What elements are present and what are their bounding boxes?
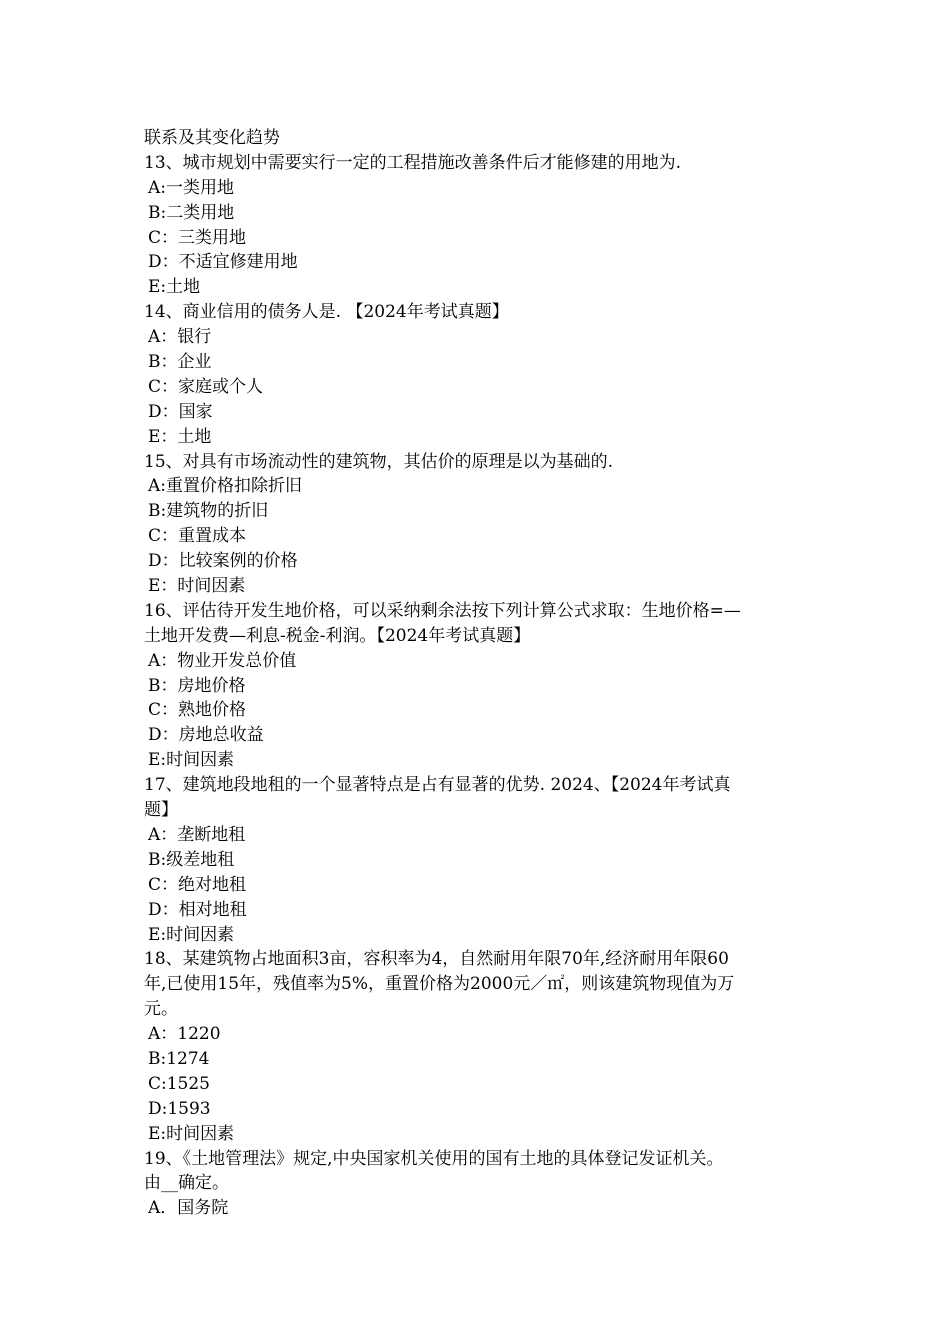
question-text: 13、城市规划中需要实行一定的工程措施改善条件后才能修建的用地为.	[144, 152, 682, 173]
question-text: 17、建筑地段地租的一个显著特点是占有显著的优势. 2024、【2024年考试真	[144, 775, 731, 796]
answer-option: C：熟地价格	[148, 700, 247, 721]
answer-option: C：绝对地租	[148, 874, 247, 895]
answer-option: D：比较案例的价格	[148, 551, 298, 572]
answer-option: A:一类用地	[148, 177, 235, 198]
answer-option: D:1593	[148, 1098, 211, 1119]
question-text: 元。	[144, 999, 178, 1020]
question-text: 15、对具有市场流动性的建筑物，其估价的原理是以为基础的.	[144, 451, 614, 472]
answer-option: E:时间因素	[148, 750, 235, 771]
answer-option: E:时间因素	[148, 924, 235, 945]
answer-option: D：相对地租	[148, 899, 247, 920]
answer-option: B：企业	[148, 352, 212, 373]
body-text: 联系及其变化趋势	[144, 128, 280, 148]
question-text: 由__确定。	[144, 1173, 229, 1194]
answer-option: B:建筑物的折旧	[148, 501, 269, 522]
answer-option: C：三类用地	[148, 227, 247, 248]
answer-option: E:时间因素	[148, 1123, 235, 1144]
answer-option: A：银行	[148, 327, 212, 348]
question-text: 16、评估待开发生地价格，可以采纳剩余法按下列计算公式求取：生地价格=—	[144, 600, 741, 621]
answer-option: B:二类用地	[148, 202, 235, 223]
question-text: 19、《土地管理法》规定,中央国家机关使用的国有土地的具体登记发证机关。	[144, 1148, 724, 1169]
answer-option: A：垄断地租	[148, 824, 246, 845]
answer-option: E：时间因素	[148, 576, 246, 597]
answer-option: B：房地价格	[148, 675, 246, 696]
question-text: 土地开发费—利息-税金-利润。【2024年考试真题】	[144, 625, 531, 646]
answer-option: D：不适宜修建用地	[148, 252, 298, 273]
question-text: 18、某建筑物占地面积3亩，容积率为4，自然耐用年限70年,经济耐用年限60	[144, 949, 729, 970]
answer-option: A:重置价格扣除折旧	[148, 476, 303, 497]
answer-option: D：国家	[148, 401, 213, 422]
question-text: 14、商业信用的债务人是. 【2024年考试真题】	[144, 302, 509, 323]
question-text: 题】	[144, 800, 178, 821]
answer-option: E:土地	[148, 277, 201, 298]
answer-option: A：物业开发总价值	[148, 650, 297, 671]
answer-option: B:级差地租	[148, 849, 235, 870]
answer-option: C：家庭或个人	[148, 376, 264, 397]
answer-option: C：重置成本	[148, 526, 247, 547]
answer-option: A：1220	[148, 1024, 221, 1045]
answer-option: C:1525	[148, 1073, 210, 1094]
question-text: 年,已使用15年，残值率为5%，重置价格为2000元／㎡，则该建筑物现值为万	[144, 974, 735, 995]
answer-option: D：房地总收益	[148, 725, 264, 746]
answer-option: A．国务院	[148, 1198, 229, 1219]
document-body	[144, 126, 808, 1221]
answer-option: B:1274	[148, 1048, 210, 1069]
answer-option: E：土地	[148, 426, 212, 447]
